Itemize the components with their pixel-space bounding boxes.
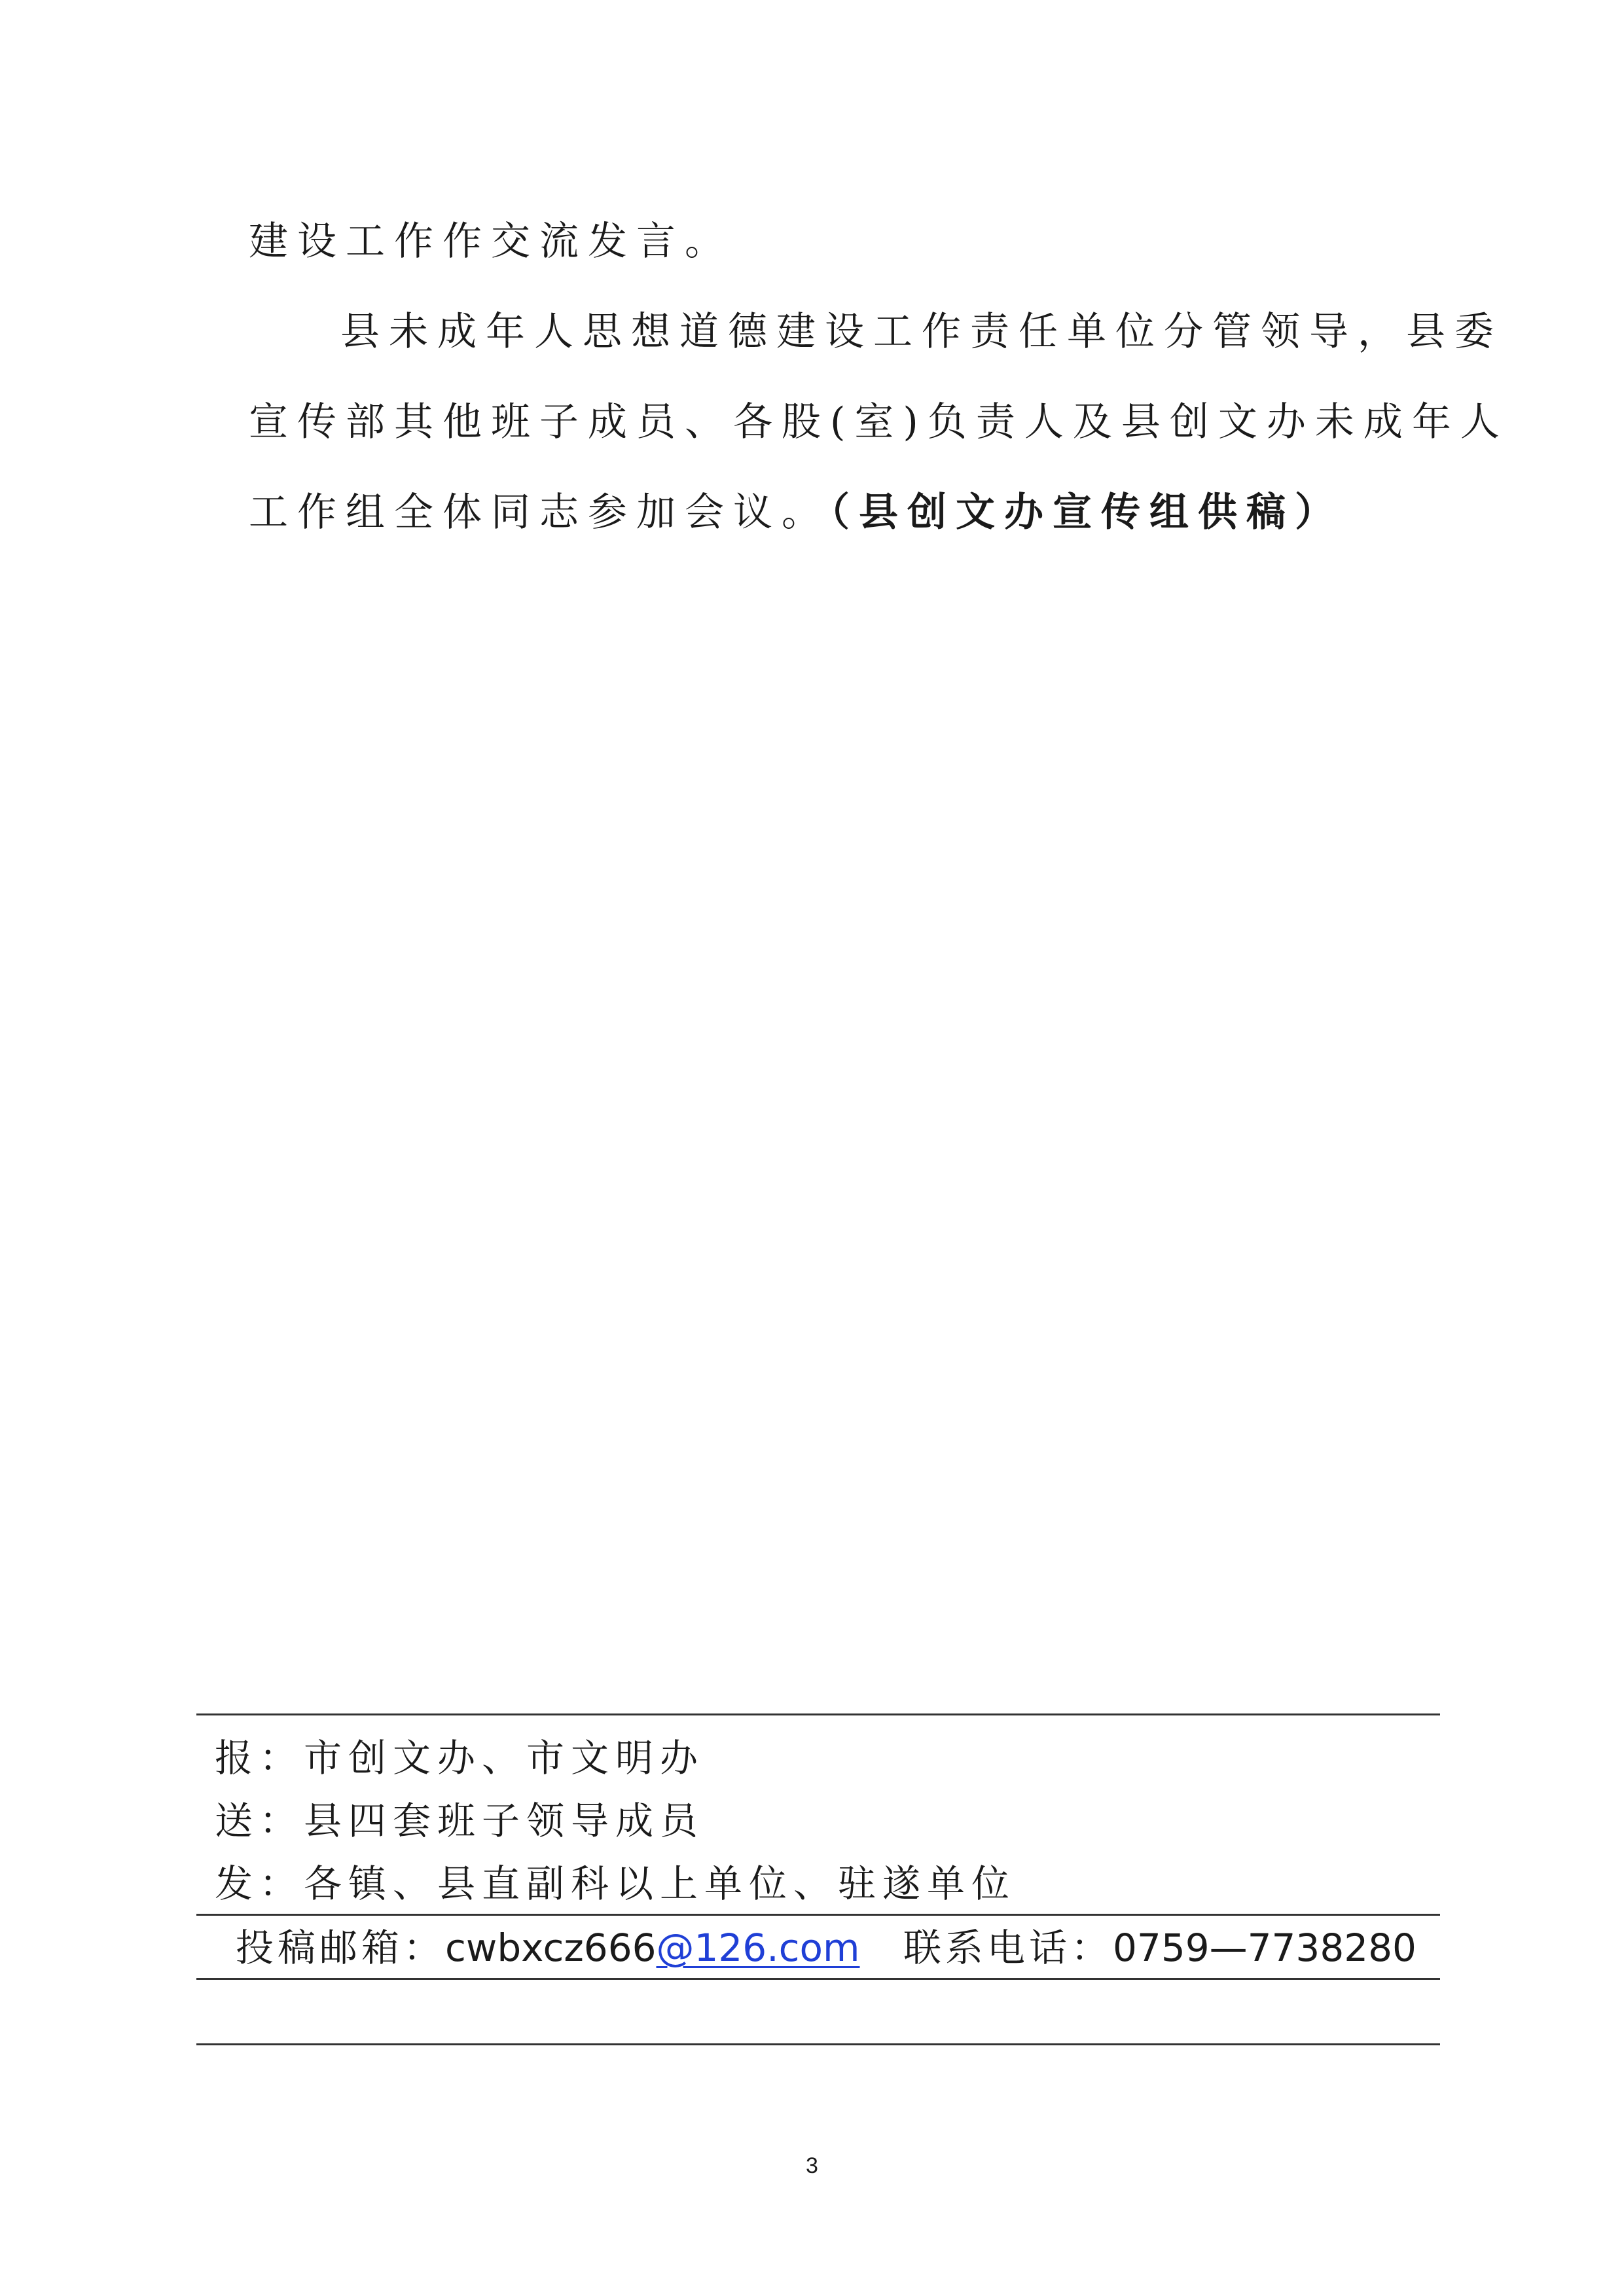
distribution-report-line [215,1727,704,1789]
contact-phone [903,1920,1416,1975]
email-label: 投稿邮箱： [236,1926,446,1970]
issue-value: 各镇、县直副科以上单位、驻遂单位 [304,1861,1017,1906]
source-credit: （县创文办宣传组供稿） [830,490,1343,535]
contact-bottom-rule [196,1978,1440,1980]
paragraph-2-line-3-text: 工作组全体同志参加会议。 [249,490,830,535]
phone-value: 0759—7738280 [1113,1926,1416,1970]
report-label: 报： [215,1736,304,1780]
send-value: 县四套班子领导成员 [304,1799,705,1843]
distribution-top-rule [196,1713,1440,1715]
contact-top-rule [196,1914,1440,1916]
email-user: cwbxcz666 [445,1926,657,1970]
submission-email [236,1920,860,1975]
email-domain-link[interactable]: @126.com [656,1926,860,1970]
report-value: 市创文办、市文明办 [304,1736,705,1780]
paragraph-2-line-2: 宣传部其他班子成员、各股(室)负责人及县创文办未成年人 [249,399,1509,445]
paragraph-2-line-1: 县未成年人思想道德建设工作责任单位分管领导，县委 [340,309,1503,355]
phone-label: 联系电话： [903,1926,1113,1970]
distribution-send-line [215,1789,704,1852]
distribution-issue-line [215,1852,1016,1915]
page-number: 3 [806,2153,818,2178]
paragraph-1-line-1: 建设工作作交流发言。 [249,219,733,264]
paragraph-2 [249,287,1509,558]
footer-rule [196,2043,1440,2045]
send-label: 送： [215,1799,304,1843]
paragraph-1 [249,196,1388,287]
issue-label: 发： [215,1861,304,1906]
paragraph-2-line-3 [249,467,1388,558]
